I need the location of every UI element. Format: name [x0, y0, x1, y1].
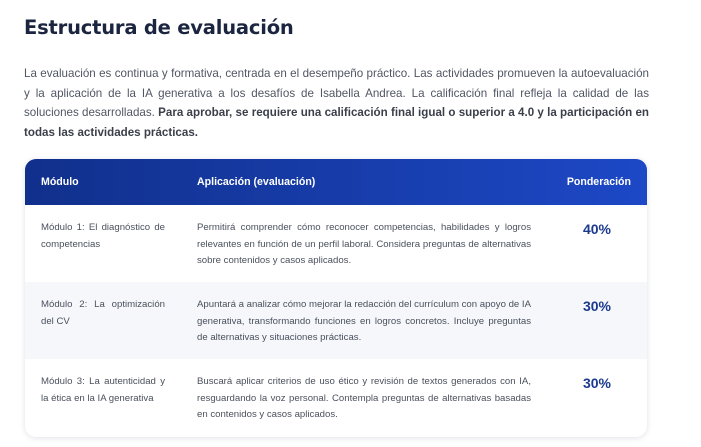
module-cell: Módulo 1: El diagnóstico de competencias: [41, 222, 165, 250]
page-title: Estructura de evaluación: [24, 16, 294, 39]
module-cell: Módulo 3: La autenticidad y la ética en la IA generativa: [41, 376, 165, 404]
intro-text: La evaluación es continua y formativa, centrada en el desempeño práctico. Las actividades promueven la autoevaluación y la aplicación de la IA generativa a los desafíos de Isabella Andrea. La calificación final refleja la calidad de las soluciones desarrolladas.: [24, 67, 649, 119]
header-module: Módulo: [41, 176, 79, 188]
intro-bold-text: Para aprobar, se requiere una calificación final igual o superior a 4.0 y la participación en todas las actividades prácticas.: [24, 106, 649, 139]
weight-cell: 30%: [582, 298, 612, 314]
table-row: [25, 282, 647, 359]
header-weight: Ponderación: [566, 176, 631, 188]
weight-cell: 30%: [582, 375, 612, 391]
application-cell: Apuntará a analizar cómo mejorar la redacción del currículum con apoyo de IA generativa, transformando funciones en logros concretos. Incluye preguntas de alternativas y situaciones prácticas.: [197, 299, 531, 343]
intro-paragraph: [24, 64, 649, 142]
table-row: [25, 359, 647, 436]
header-application: Aplicación (evaluación): [197, 176, 316, 188]
weight-cell: 40%: [582, 221, 612, 237]
module-cell: Módulo 2: La optimización del CV: [41, 299, 165, 327]
evaluation-table: [25, 159, 647, 437]
application-cell: Buscará aplicar criterios de uso ético y revisión de textos generados con IA, resguardando la voz personal. Contempla preguntas de alternativas basadas en contenidos y casos aplicados.: [197, 376, 531, 420]
application-cell: Permitirá comprender cómo reconocer competencias, habilidades y logros relevantes en función de un perfil laboral. Considera preguntas de alternativas sobre contenidos y casos aplicados.: [197, 222, 531, 266]
table-header: [25, 159, 647, 205]
table-row: [25, 205, 647, 282]
